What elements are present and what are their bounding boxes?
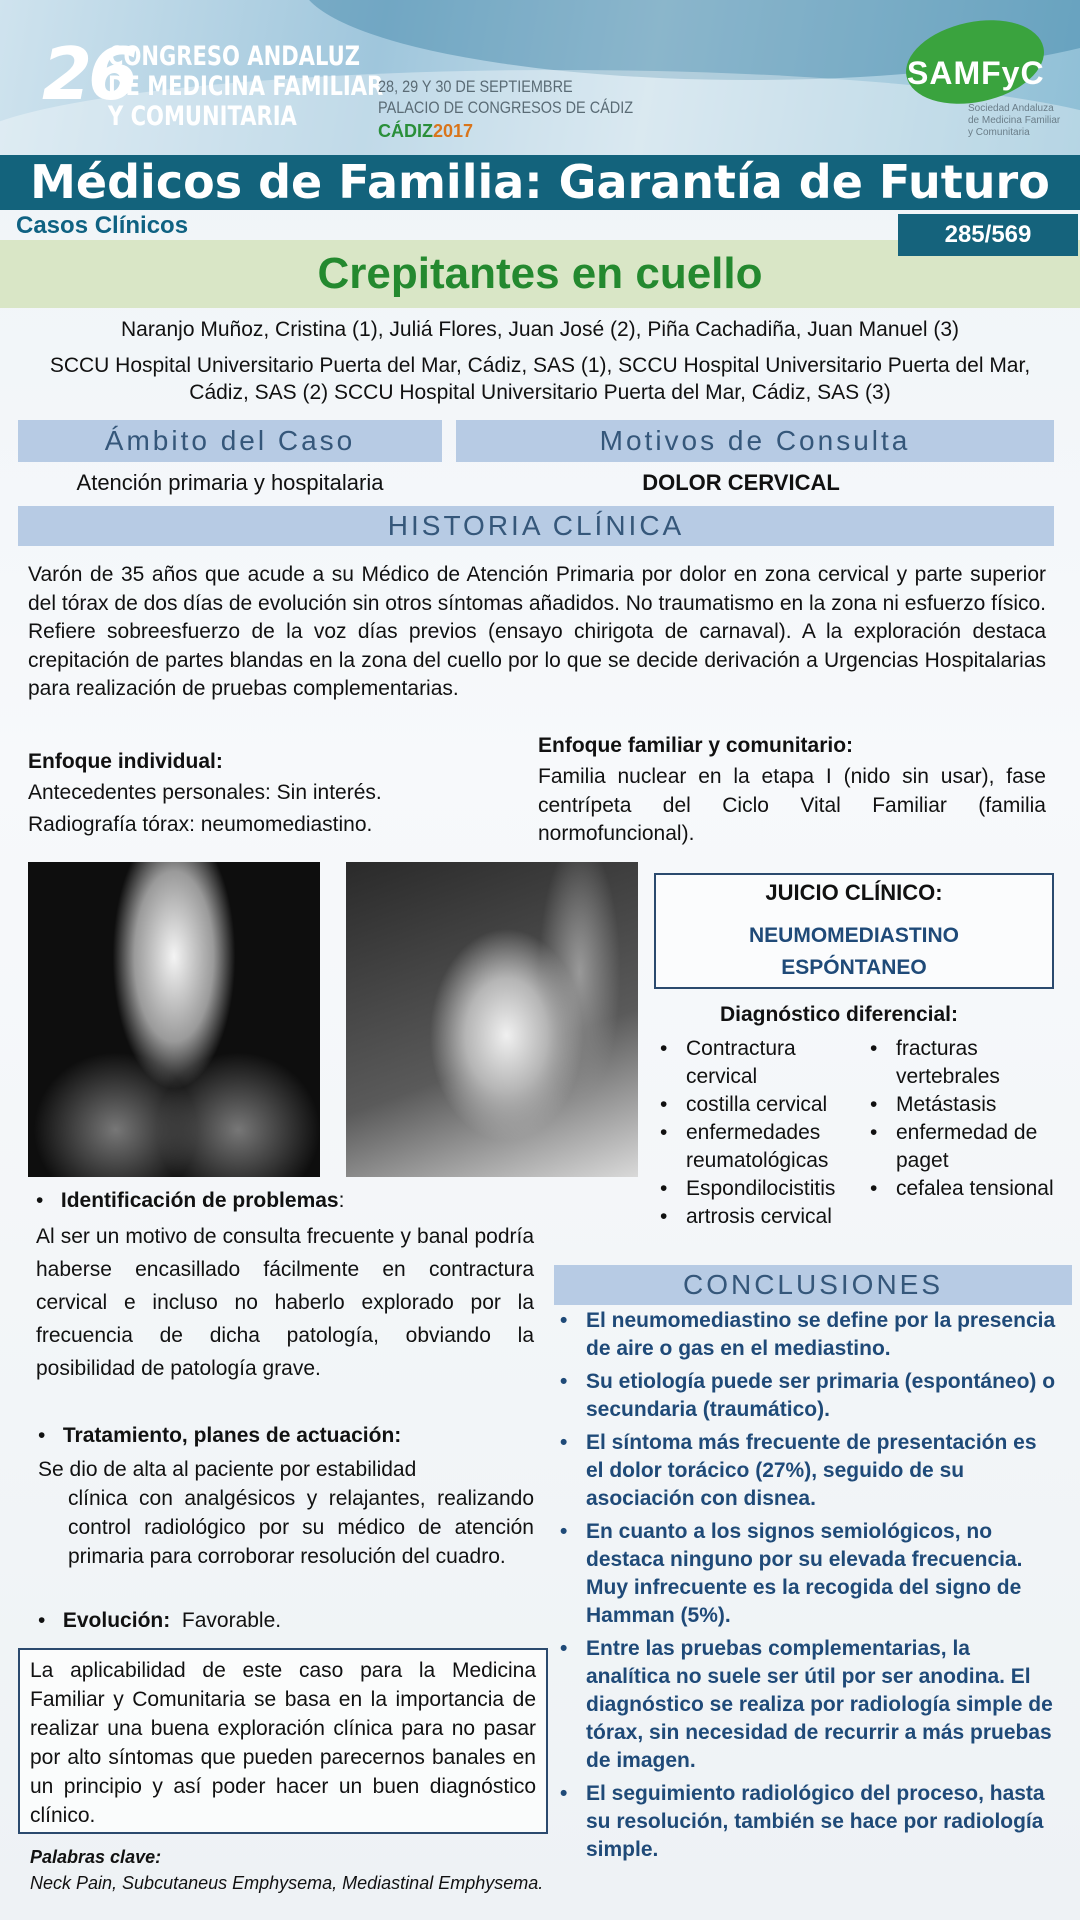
enfoque-familiar-heading: Enfoque familiar y comunitario: [538,734,854,757]
list-item: • enfermedades reumatológicas [660,1121,829,1172]
samfyc-logo-text: SAMFyC [907,55,1045,91]
list-item: • El neumomediastino se define por la presencia de aire o gas en el mediastino. [560,1309,1056,1360]
congress-number: 26 [42,32,135,116]
enfoque-familiar-text: Familia nuclear en la etapa I (nido sin usar), fase centrípeta del Ciclo Vital Familiar (familia normofuncional). [538,765,1046,845]
list-item: • Espondilocistitis [660,1177,836,1200]
diagnostico-heading: Diagnóstico diferencial: [719,1003,959,1026]
juicio-heading: JUICIO CLÍNICO: [765,880,943,905]
diagnostico-list-left [656,1035,866,1231]
list-item: • El síntoma más frecuente de presentación es el dolor torácico (27%), seguido de su asociación con disnea. [560,1431,1037,1510]
case-number-badge: 285/569 [898,214,1078,256]
list-item: • El seguimiento radiológico del proceso, hasta su resolución, también se hace por radiología simple. [560,1782,1045,1861]
conclusiones-list [556,1307,1056,1869]
motivos-value: DOLOR CERVICAL [642,470,840,495]
section-label: Casos Clínicos [16,212,189,239]
xray-frontal-image [28,862,320,1177]
list-item: • enfermedad de paget [870,1121,1038,1172]
authors: Naranjo Muñoz, Cristina (1), Juliá Flores, Juan José (2), Piña Cachadiña, Juan Manuel (3) [120,318,960,341]
list-item: • Contractura cervical [660,1037,796,1088]
radiografia-line: Radiografía tórax: neumomediastino. [28,813,373,836]
list-item: • fracturas vertebrales [870,1037,1000,1088]
list-item: • cefalea tensional [870,1177,1054,1200]
case-title: Crepitantes en cuello [317,249,763,298]
palabras-clave-heading: Palabras clave: [30,1847,162,1867]
identificacion-heading: • Identificación de problemas: [36,1189,345,1212]
affiliations: SCCU Hospital Universitario Puerta del Mar, Cádiz, SAS (1), SCCU Hospital Universitario Puerta del Mar, Cádiz, SAS (2) SCCU Hospital Universitario Puerta del Mar, Cádiz, SAS (3) [49,354,1031,404]
congress-city: CÁDIZ2017 [378,121,474,141]
tratamiento-text: Se dio de alta al paciente por estabilidad clínica con analgésicos y relajantes, realizando control radiológico por su médico de atención primaria para corroborar resolución del cuadro. [38,1458,534,1568]
diagnostico-list-right [866,1035,1066,1203]
congress-title: CONGRESO ANDALUZ DE MEDICINA FAMILIAR Y COMUNITARIA [108,41,384,132]
aplicabilidad-text: La aplicabilidad de este caso para la Medicina Familiar y Comunitaria se basa en la importancia de realizar una buena exploración clínica para no pasar por alto síntomas que pueden parecernos banales en un principio y así poder hacer un buen diagnóstico clínico. [30,1659,536,1827]
evolucion: • Evolución: Favorable. [38,1609,282,1632]
enfoque-individual-heading: Enfoque individual: [28,750,223,773]
xray-lateral-image [346,862,638,1177]
samfyc-logo-subtext: Sociedad Andaluza de Medicina Familiar y Comunitaria [968,103,1061,138]
list-item: • artrosis cervical [660,1205,832,1228]
antecedentes-line: Antecedentes personales: Sin interés. [28,781,382,804]
historia-heading: HISTORIA CLÍNICA [18,506,1054,546]
ambito-value: Atención primaria y hospitalaria [76,470,384,495]
juicio-value: NEUMOMEDIASTINO ESPÓNTANEO [749,924,959,979]
historia-text: Varón de 35 años que acude a su Médico de Atención Primaria por dolor en zona cervical y parte superior del tórax de dos días de evolución sin otros síntomas añadidos. No traumatismo en la zona ni esfuerzo físico. Refiere sobreesfuerzo de la voz días previos (ensayo chirigota de carnaval). A la exploración destaca crepitación de partes blandas en la zona del cuello por lo que se decide derivación a Urgencias Hospitalarias para realización de pruebas complementarias. [28,563,1046,700]
list-item: • costilla cervical [660,1093,828,1116]
poster-main-title: Médicos de Familia: Garantía de Futuro [30,155,1050,209]
list-item: • Entre las pruebas complementarias, la analítica no suele ser útil por ser anodina. El diagnóstico se realiza por radiología simple de tórax, sin necesidad de recurrir a más pruebas de imagen. [560,1637,1053,1772]
motivos-heading: Motivos de Consulta [456,420,1054,462]
ambito-heading: Ámbito del Caso [18,420,442,462]
conclusiones-heading: CONCLUSIONES [554,1265,1072,1305]
congress-dates: 28, 29 Y 30 DE SEPTIEMBRE PALACIO DE CONGRESOS DE CÁDIZ [378,77,634,117]
list-item: • Metástasis [870,1093,997,1116]
list-item: • En cuanto a los signos semiológicos, no destaca ninguno por su elevada frecuencia. Muy infrecuente es la recogida del signo de Hamman (5%). [560,1520,1023,1627]
list-item: • Su etiología puede ser primaria (espontáneo) o secundaria (traumático). [560,1370,1056,1421]
identificacion-text: Al ser un motivo de consulta frecuente y banal podría haberse encasillado fácilmente en contractura cervical e incluso no haberlo explorado por la frecuencia de dicha patología, obviando la posibilidad de patología grave. [36,1225,534,1380]
tratamiento-heading: • Tratamiento, planes de actuación: [38,1424,402,1447]
palabras-clave-text: Neck Pain, Subcutaneus Emphysema, Mediastinal Emphysema. [30,1873,544,1893]
